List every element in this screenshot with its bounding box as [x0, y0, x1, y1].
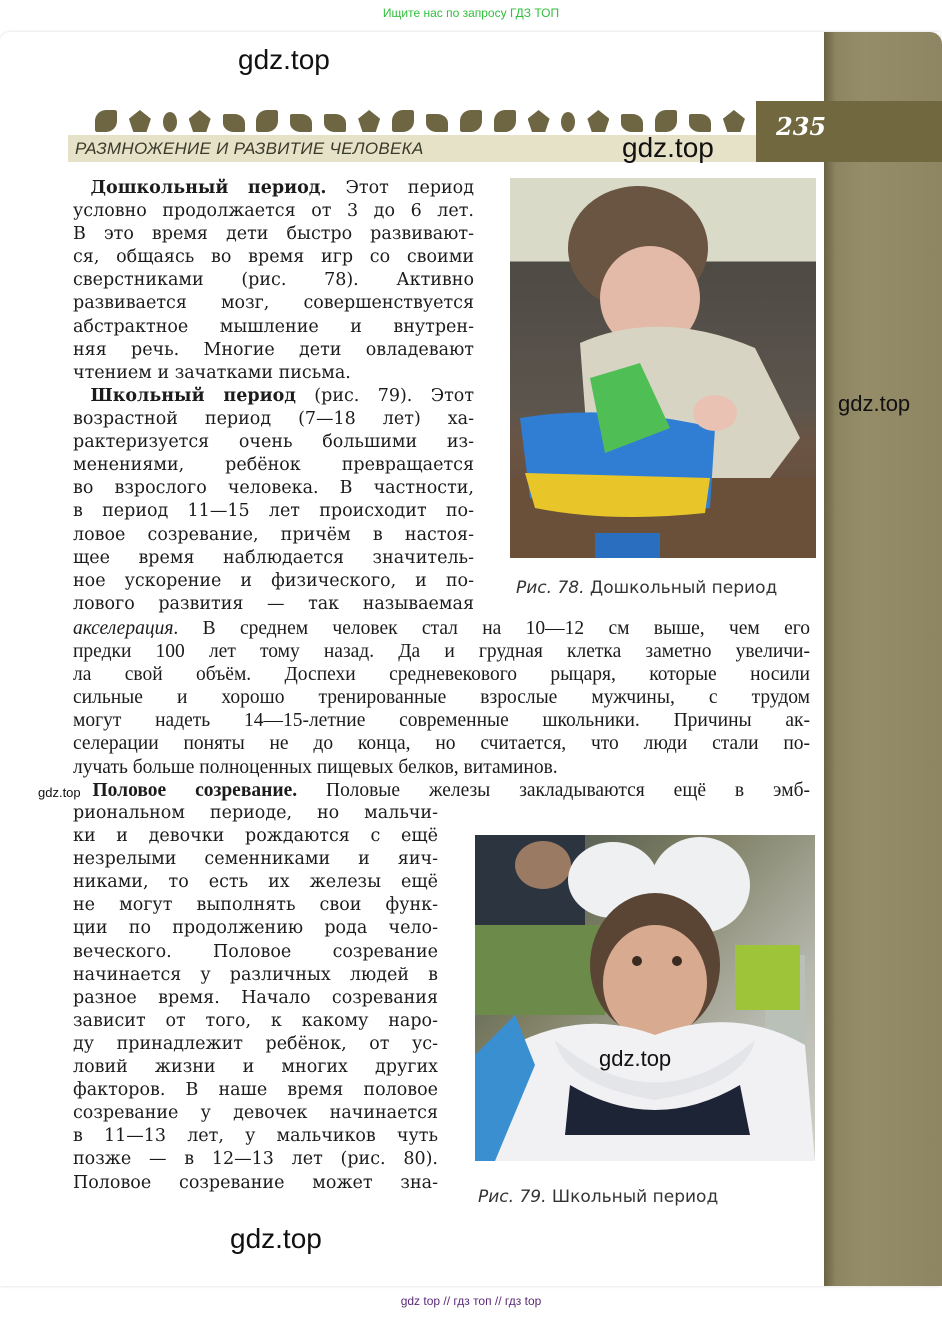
figure-79-caption: [478, 1187, 718, 1207]
antelope-icon: [290, 114, 312, 132]
text-line: ду принадлежит ребёнок, от ус-: [73, 1033, 438, 1054]
text-line: веческого. Половое созревание: [73, 941, 438, 962]
boar-icon: [621, 114, 643, 132]
watermark-bottom: gdz.top: [230, 1223, 322, 1254]
page-side-strip: [824, 32, 942, 1286]
text-line: лучать больше полноценных пищевых белков, витаминов.: [73, 756, 558, 778]
text-line: во взрослого человека. В частности,: [73, 478, 474, 499]
watermark-side: gdz.top: [838, 391, 911, 416]
figure-79-text: Школьный период: [551, 1187, 719, 1207]
figure-79-label: Рис. 79.: [478, 1187, 547, 1207]
text-line: няя речь. Многие дети овладевают: [73, 339, 474, 360]
text-line: акселерация. В среднем человек стал на 10—12 см выше, чем его: [73, 618, 810, 639]
figure-78-photo: [510, 178, 816, 558]
text-line: созревание у девочек начинается: [73, 1103, 438, 1124]
cat-icon: [655, 110, 677, 132]
scorpion-icon: [392, 110, 414, 132]
child-photo-illustration: [510, 178, 816, 558]
text-line: факторов. В наше время половое: [73, 1080, 438, 1101]
heading-preschool: Дошкольный период.: [90, 178, 327, 198]
horse-icon: [426, 114, 448, 132]
figure-78-label: Рис. 78.: [516, 578, 585, 598]
text-line: ки и девочки рождаются с ещё: [73, 826, 438, 847]
animal-ornament: [95, 100, 745, 132]
text-line: Школьный период (рис. 79). Этот: [90, 386, 474, 406]
text-line: риональном периоде, но мальчи-: [73, 803, 438, 823]
watermark-photo: gdz.top: [599, 1046, 672, 1071]
term-acceleration: акселерация: [73, 618, 174, 639]
text-line: предки 100 лет тому назад. Да и грудная клетка заметно увеличи-: [73, 641, 810, 663]
text-line: развивается мозг, совершенствуется: [73, 293, 474, 314]
text-line: зависит от того, к какому наро-: [73, 1010, 438, 1031]
text-line: условно продолжается от 3 до 6 лет.: [73, 201, 474, 222]
text-line: ловое созревание, причём в настоя-: [73, 524, 474, 545]
figure-78-caption: [516, 578, 777, 598]
watermark-header: gdz.top: [622, 132, 714, 163]
text-line: лового развития — так называемая: [73, 593, 474, 614]
insect-icon: [189, 110, 211, 132]
figure-78-text: Дошкольный период: [589, 578, 778, 598]
text-line: разное время. Начало созревания: [73, 987, 438, 1008]
text-line: абстрактное мышление и внутрен-: [73, 316, 474, 337]
text-line: селерации поняты не до конца, но считается, что люди стали по-: [73, 733, 810, 755]
text-line: Дошкольный период. Этот период: [90, 178, 474, 198]
butterfly-icon: [358, 110, 380, 132]
antelope-icon: [689, 114, 711, 132]
text-line: сверстниками (рис. 78). Активно: [73, 270, 474, 291]
text-line: рактеризуется очень большими из-: [73, 432, 474, 453]
paragraph-preschool: [73, 177, 474, 385]
footer-links[interactable]: gdz top // гдз топ // гдз top: [400, 1294, 542, 1308]
paragraph-school: [73, 385, 474, 616]
text-line: начинается у различных людей в: [73, 964, 438, 985]
text-line: в период 11—15 лет происходит по-: [73, 501, 474, 522]
text-line: ся, общаясь во время игр со своими: [73, 247, 474, 268]
bird-icon: [163, 112, 177, 132]
schoolgirl-photo-illustration: [475, 835, 815, 1161]
watermark-left: gdz.top: [38, 785, 81, 800]
text-line: возрастной период (7—18 лет) ха-: [73, 409, 474, 430]
bird-icon: [561, 112, 575, 132]
text-line: ловий жизни и многих других: [73, 1057, 438, 1078]
moose-icon: [528, 110, 550, 132]
watermark-top: gdz.top: [238, 44, 330, 75]
text-line: сильные и хорошо тренированные взрослые мужчины, с трудом: [73, 687, 810, 709]
heading-puberty: Половое созревание.: [92, 779, 298, 801]
text-line: ции по продолжению рода чело-: [73, 918, 438, 939]
heading-school: Школьный период: [90, 386, 296, 406]
text-line: В это время дети быстро развивают-: [73, 224, 474, 245]
figure-79-photo: [475, 835, 815, 1161]
swallow-icon: [460, 110, 482, 132]
text-line: Половое созревание. Половые железы закладываются ещё в эмб-: [92, 779, 810, 801]
text-line: щее время наблюдается значитель-: [73, 547, 474, 568]
text-line: никами, то есть их железы ещё: [73, 872, 438, 893]
insect-icon: [587, 110, 609, 132]
cat-icon: [256, 110, 278, 132]
text-line: чтением и зачатками письма.: [73, 362, 351, 383]
search-banner[interactable]: Ищите нас по запросу ГДЗ ТОП: [382, 6, 560, 20]
boar-icon: [223, 114, 245, 132]
text-line: ное ускорение и физического, и по-: [73, 570, 474, 591]
text-line: не могут выполнять свои функ-: [73, 895, 438, 916]
paragraph-school-wide: [73, 617, 810, 802]
text-line: менениями, ребёнок превращается: [73, 455, 474, 476]
text-line: могут надеть 14—15-летние современные школьники. Причины ак-: [73, 710, 810, 732]
page-number: 235: [776, 112, 827, 141]
text-line: позже — в 12—13 лет (рис. 80).: [73, 1149, 438, 1170]
chapter-title: РАЗМНОЖЕНИЕ И РАЗВИТИЕ ЧЕЛОВЕКА: [75, 139, 424, 158]
text-line: в 11—13 лет, у мальчиков чуть: [73, 1126, 438, 1147]
bison-icon: [324, 114, 346, 132]
butterfly-icon: [723, 110, 745, 132]
moose-icon: [129, 110, 151, 132]
paragraph-puberty: [73, 802, 438, 1195]
fish-icon: [95, 110, 117, 132]
text-line: Половое созревание может зна-: [73, 1172, 438, 1193]
fish-icon: [494, 110, 516, 132]
text-line: незрелыми семенниками и яич-: [73, 849, 438, 870]
text-line: ла свой объём. Доспехи средневекового рыцаря, которые носили: [73, 664, 810, 686]
